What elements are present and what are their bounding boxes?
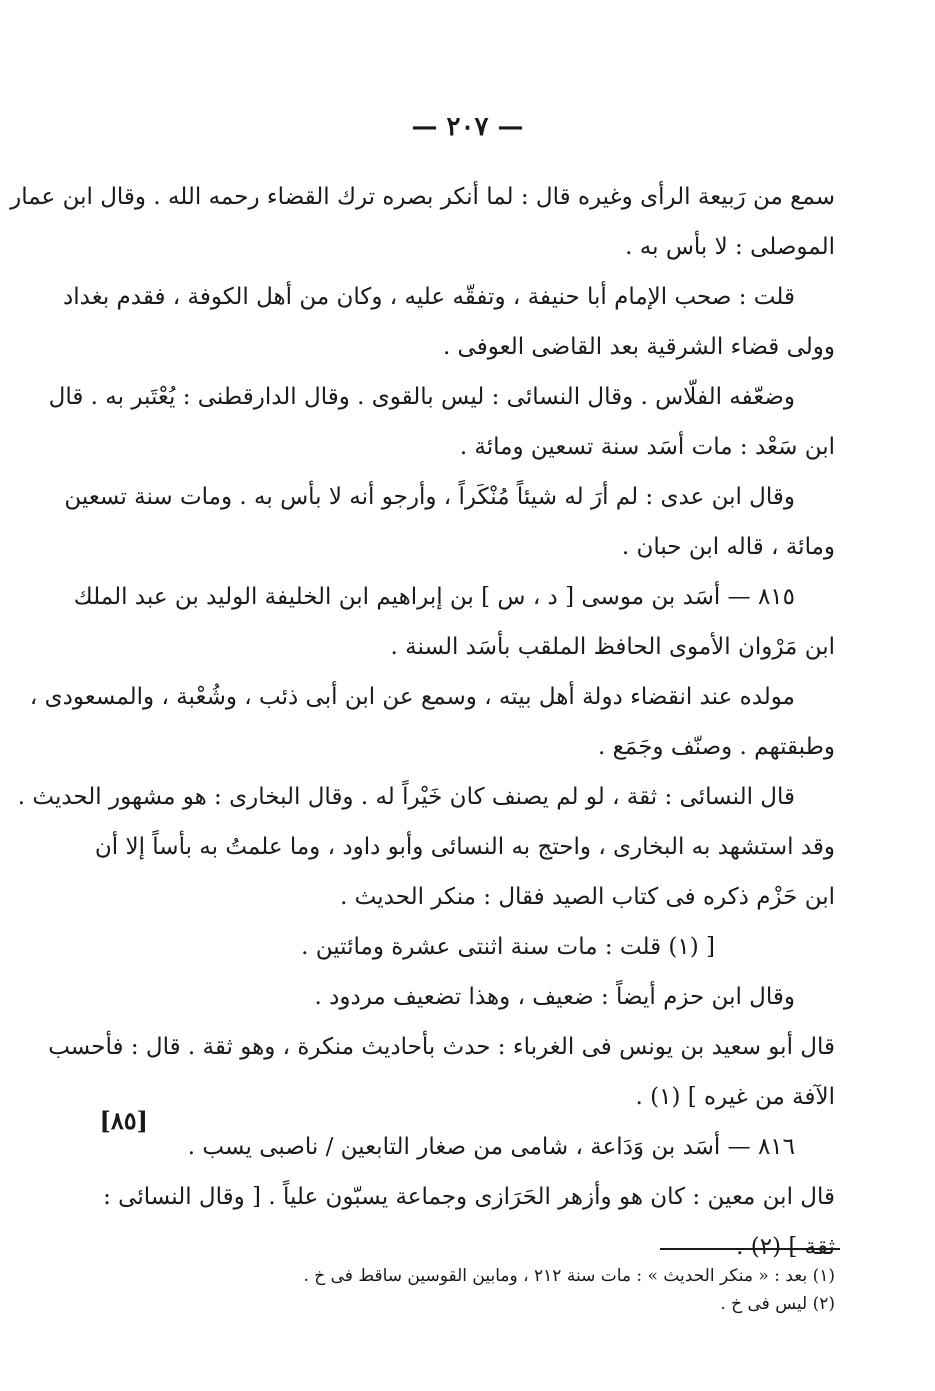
- text-line: ابن سَعْد : مات أسَد سنة تسعين ومائة .: [459, 434, 835, 460]
- text-line: ومائة ، قاله ابن حبان .: [621, 534, 835, 560]
- entry-815-heading: ٨١٥ — أسَد بن موسى [ د ، س ] بن إبراهيم ابن الخليفة الوليد بن عبد الملك: [73, 584, 795, 610]
- entry-816-heading: ٨١٦ — أسَد بن وَدَاعة ، شامى من صغار التابعين / ناصبى يسب .: [187, 1134, 795, 1160]
- text-line: وقال ابن عدى : لم أرَ له شيئاً مُنْكَراً ، وأرجو أنه لا بأس به . ومات سنة تسعين: [64, 484, 795, 510]
- text-line: قال النسائى : ثقة ، لو لم يصنف كان خَيْراً له . وقال البخارى : هو مشهور الحديث .: [17, 784, 795, 810]
- text-line: مولده عند انقضاء دولة أهل بيته ، وسمع عن ابن أبى ذئب ، وشُعْبة ، والمسعودى ،: [29, 684, 795, 710]
- text-line: وقد استشهد به البخارى ، واحتج به النسائى وأبو داود ، وما علمتُ به بأساً إلا أن: [94, 834, 835, 860]
- text-line: ابن حَزْم ذكره فى كتاب الصيد فقال : منكر الحديث .: [340, 884, 835, 910]
- footnotes: [165, 1262, 835, 1318]
- text-line: وولى قضاء الشرقية بعد القاضى العوفى .: [442, 334, 835, 360]
- footnote: (١) بعد : « منكر الحديث » : مات سنة ٢١٢ ، ومابين القوسين ساقط فى خ .: [303, 1266, 835, 1286]
- text-line: وقال ابن حزم أيضاً : ضعيف ، وهذا تضعيف مردود .: [314, 984, 795, 1010]
- page-number: — ٢٠٧ —: [411, 112, 524, 142]
- margin-page-note: [٨٥]: [99, 1106, 148, 1135]
- text-line: ابن مَرْوان الأموى الحافظ الملقب بأسَد السنة .: [390, 634, 835, 660]
- footnote: (٢) ليس فى خ .: [720, 1294, 835, 1314]
- text-line: قال ابن معين : كان هو وأزهر الحَرَازى وجماعة يسبّون علياً . [ وقال النسائى :: [103, 1184, 835, 1210]
- text-line: وطبقتهم . وصنّف وجَمَع .: [598, 734, 835, 760]
- text-line: وضعّفه الفلّاس . وقال النسائى : ليس بالقوى . وقال الدارقطنى : يُعْتَبر به . قال: [48, 384, 795, 410]
- text-line: ثقة ] (٢) .: [736, 1234, 835, 1260]
- text-line: [ (١) قلت : مات سنة اثنتى عشرة ومائتين .: [301, 934, 715, 960]
- text-line: الآفة من غيره ] (١) .: [635, 1084, 835, 1110]
- text-line: سمع من رَبيعة الرأى وغيره قال : لما أنكر بصره ترك القضاء رحمه الله . وقال ابن عمار: [10, 184, 835, 210]
- text-line: قال أبو سعيد بن يونس فى الغرباء : حدث بأحاديث منكرة ، وهو ثقة . قال : فأحسب: [48, 1034, 835, 1060]
- footnote-divider: [660, 1248, 840, 1250]
- text-line: قلت : صحب الإمام أبا حنيفة ، وتفقّه عليه ، وكان من أهل الكوفة ، فقدم بغداد: [63, 284, 795, 310]
- text-line: الموصلى : لا بأس به .: [625, 234, 835, 260]
